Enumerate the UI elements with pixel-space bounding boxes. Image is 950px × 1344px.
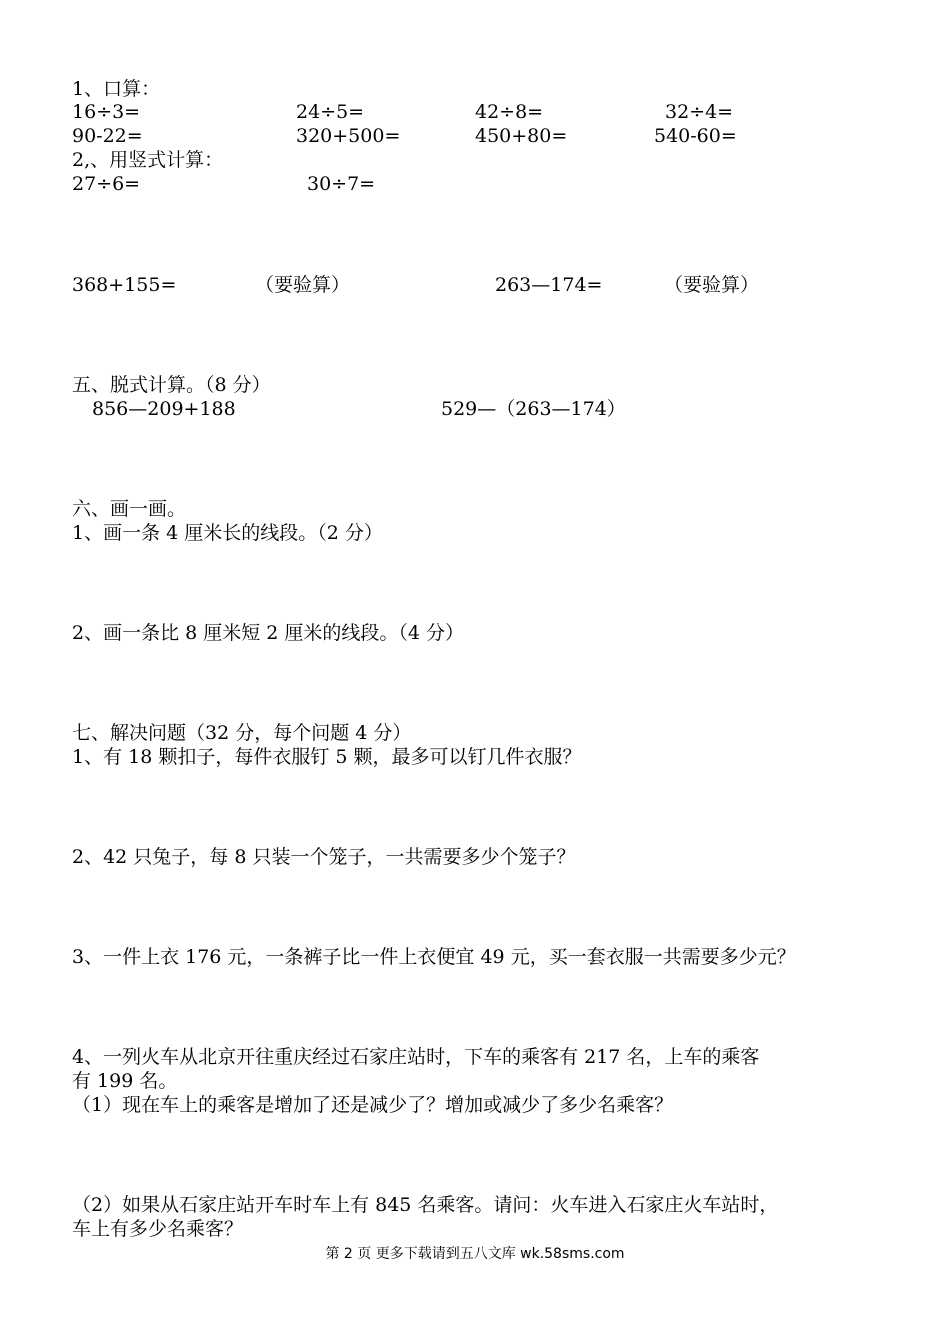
word-problem: 4、一列火车从北京开往重庆经过石家庄站时，下车的乘客有 217 名，上车的乘客 [72, 1046, 760, 1068]
word-problem: 1、有 18 颗扣子，每件衣服钉 5 颗，最多可以钉几件衣服？ [72, 746, 582, 768]
verify-note: （要验算） [255, 274, 351, 296]
step-calc-item: 529—（263—174） [441, 398, 626, 420]
draw-question: 1、画一条 4 厘米长的线段。（2 分） [72, 522, 383, 544]
word-problem: 有 199 名。 [72, 1070, 178, 1092]
vertical-calc-item: 27÷6= [72, 173, 141, 195]
word-problem: 3、一件上衣 176 元，一条裤子比一件上衣便宜 49 元，买一套衣服一共需要多少元？ [72, 946, 796, 968]
verify-note: （要验算） [664, 274, 760, 296]
word-problem-part: （1）现在车上的乘客是增加了还是减少了？增加或减少了多少名乘客？ [72, 1094, 674, 1116]
word-problem-part: （2）如果从石家庄站开车时车上有 845 名乘客。请问：火车进入石家庄火车站时， [72, 1194, 779, 1216]
step-calc-item: 856—209+188 [92, 398, 236, 420]
page-footer: 第 2 页 更多下载请到五八文库 wk.58sms.com [325, 1246, 625, 1262]
oral-calc-item: 540-60= [654, 125, 737, 147]
section-2-title: 2,、用竖式计算： [72, 149, 224, 171]
word-problem-part: 车上有多少名乘客？ [72, 1218, 244, 1240]
oral-calc-item: 24÷5= [296, 101, 365, 123]
oral-calc-item: 32÷4= [665, 101, 734, 123]
oral-calc-item: 42÷8= [475, 101, 544, 123]
oral-calc-item: 450+80= [475, 125, 568, 147]
section-5-title: 五、脱式计算。（8 分） [72, 374, 271, 396]
section-1-title: 1、口算： [72, 78, 161, 100]
oral-calc-item: 16÷3= [72, 101, 141, 123]
oral-calc-item: 320+500= [296, 125, 401, 147]
draw-question: 2、画一条比 8 厘米短 2 厘米的线段。（4 分） [72, 622, 465, 644]
vertical-calc-item: 263—174= [495, 274, 603, 296]
vertical-calc-item: 30÷7= [307, 173, 376, 195]
vertical-calc-item: 368+155= [72, 274, 177, 296]
section-6-title: 六、画一画。 [72, 498, 187, 520]
section-7-title: 七、解决问题（32 分，每个问题 4 分） [72, 722, 412, 744]
oral-calc-item: 90-22= [72, 125, 143, 147]
word-problem: 2、42 只兔子，每 8 只装一个笼子，一共需要多少个笼子？ [72, 846, 576, 868]
